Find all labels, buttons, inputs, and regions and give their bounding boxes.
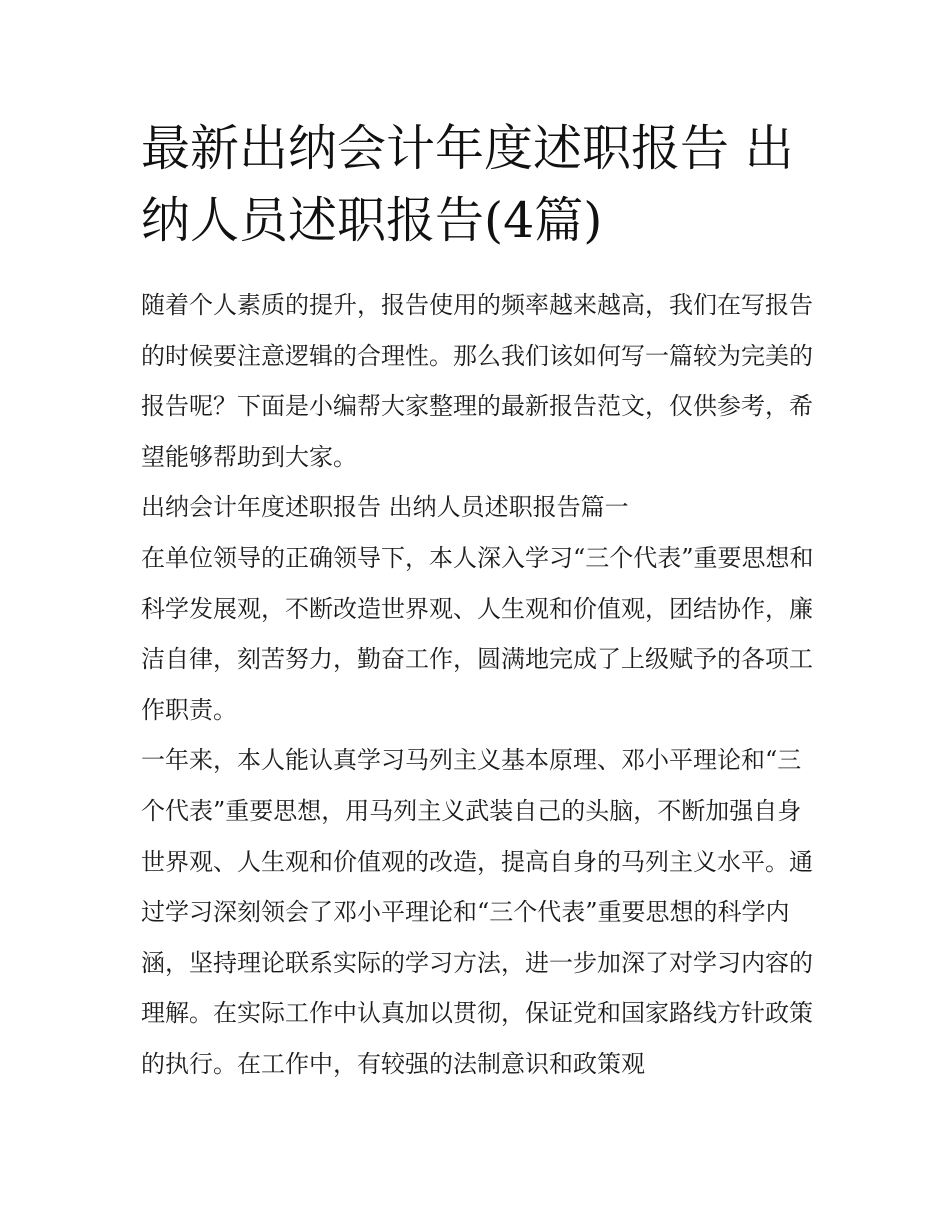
- body-paragraph: 在单位领导的正确领导下，本人深入学习“三个代表”重要思想和科学发展观，不断改造世界观、人生观和价值观，团结协作，廉洁自律，刻苦努力，勤奋工作，圆满地完成了上级赋予的各项工作职责。: [141, 543, 814, 724]
- body-paragraph: 一年来，本人能认真学习马列主义基本原理、邓小平理论和“三个代表”重要思想，用马列主义武装自己的头脑，不断加强自身世界观、人生观和价值观的改造，提高自身的马列主义水平。通过学习深刻领会了邓小平理论和“三个代表”重要思想的科学内涵，坚持理论联系实际的学习方法，进一步加深了对学习内容的理解。在实际工作中认真加以贯彻，保证党和国家路线方针政策的执行。在工作中，有较强的法制意识和政策观: [141, 746, 813, 1078]
- section-heading: 出纳会计年度述职报告 出纳人员述职报告篇一: [141, 493, 629, 522]
- intro-paragraph: 随着个人素质的提升，报告使用的频率越来越高，我们在写报告的时候要注意逻辑的合理性。那么我们该如何写一篇较为完美的报告呢？下面是小编帮大家整理的最新报告范文，仅供参考，希望能够帮助到大家。: [141, 291, 813, 471]
- document-body: [141, 280, 816, 1090]
- document-title: 最新出纳会计年度述职报告 出纳人员述职报告(4篇): [141, 120, 794, 249]
